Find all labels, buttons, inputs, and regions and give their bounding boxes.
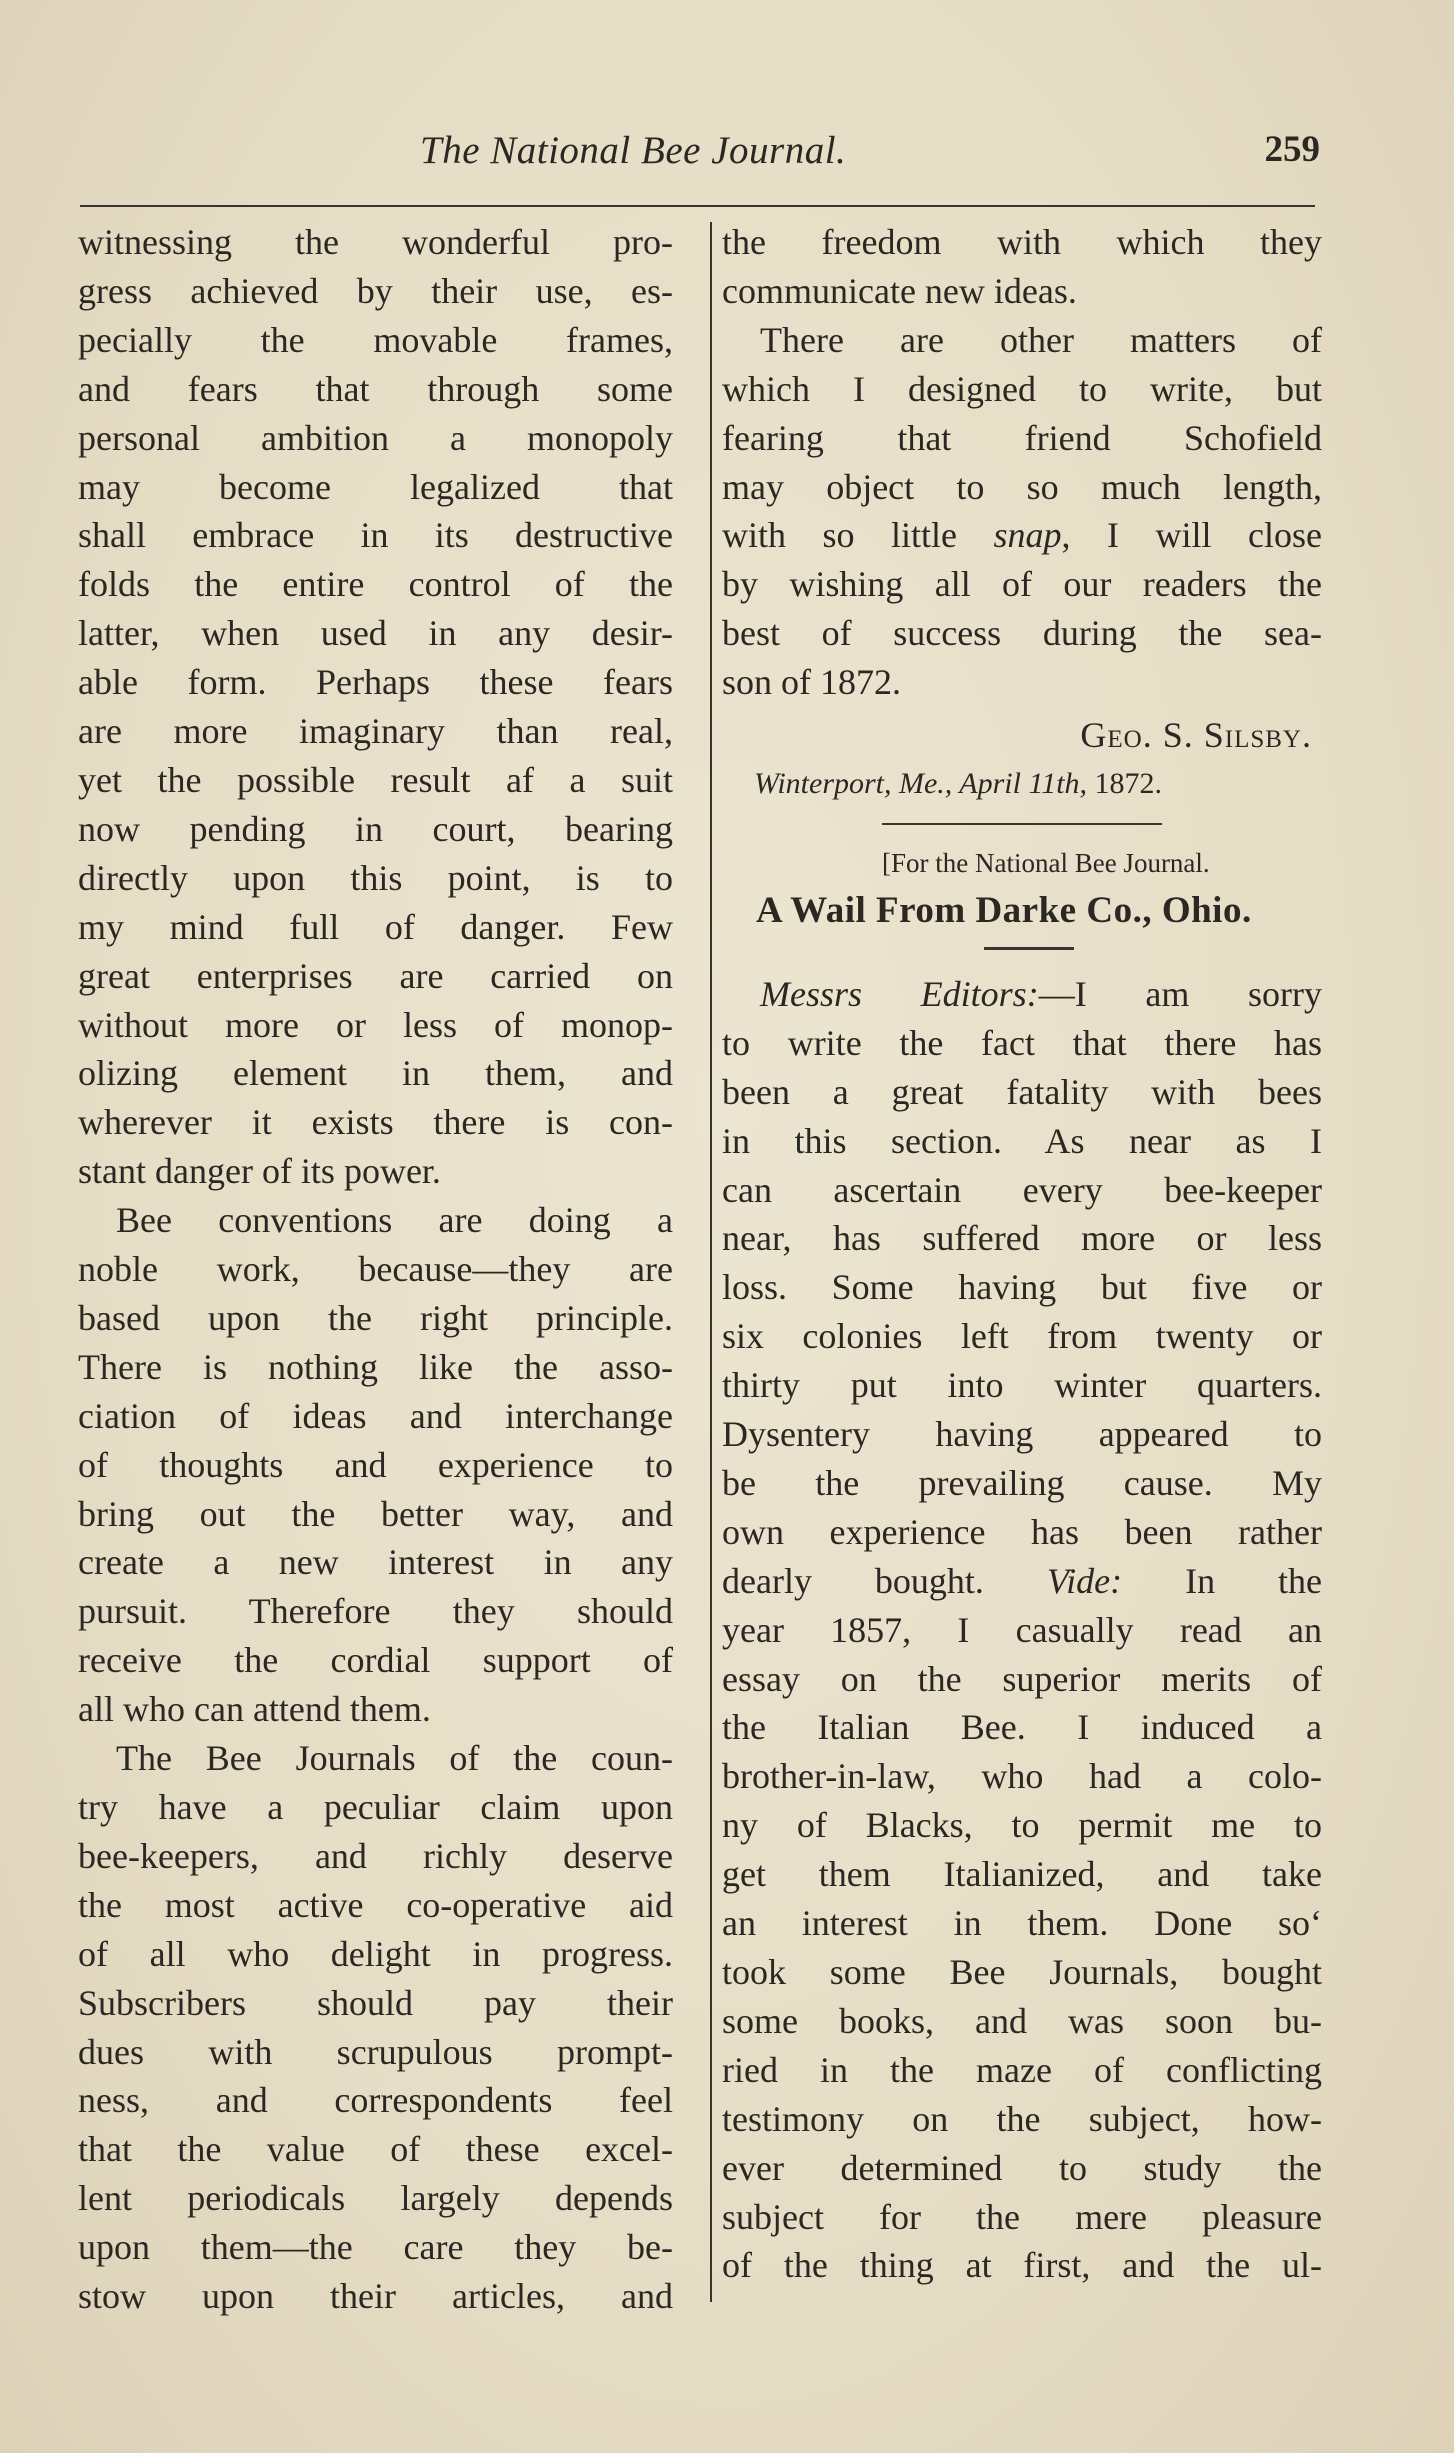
- text-line: the freedom with which they: [722, 222, 1322, 262]
- salutation: Messrs Editors:: [760, 973, 1039, 1014]
- text-line: great enterprises are carried on: [78, 955, 673, 996]
- page-header: [80, 128, 1320, 188]
- text-line: can ascertain every bee-keeper: [722, 1169, 1322, 1210]
- article-title: A Wail From Darke Co., Ohio.: [756, 889, 1252, 931]
- text-line: took some Bee Journals, bought: [722, 1952, 1322, 1992]
- title-rule: [984, 947, 1074, 950]
- text-line: bee-keepers, and richly deserve: [78, 1835, 673, 1876]
- text-line: receive the cordial support of: [78, 1640, 673, 1681]
- text-line: been a great fatality with bees: [722, 1071, 1322, 1112]
- text-line: ny of Blacks, to permit me to: [722, 1805, 1322, 1846]
- text-line: The Bee Journals of the coun-: [116, 1738, 673, 1779]
- right-column-body: [722, 1019, 1322, 1557]
- running-title: The National Bee Journal.: [420, 129, 847, 172]
- text-line: be the prevailing cause. My: [722, 1462, 1322, 1503]
- text-line: with so little snap, I will close: [722, 515, 1323, 556]
- text-line: create a new interest in any: [78, 1542, 673, 1583]
- text-line: Subscribers should pay their: [78, 1982, 673, 2023]
- text-line: witnessing the wonderful pro-: [78, 222, 673, 262]
- text-line: Bee conventions are doing a: [116, 1200, 673, 1241]
- text-line: There are other matters of: [760, 319, 1322, 360]
- text-line: essay on the superior merits of: [722, 1658, 1322, 1699]
- dateline: Winterport, Me., April 11th, 1872.: [754, 766, 1163, 800]
- text-line: ness, and correspondents feel: [78, 2080, 673, 2121]
- text-line: may become legalized that: [78, 466, 673, 507]
- text-line: all who can attend them.: [78, 1689, 431, 1730]
- header-rule: [80, 205, 1315, 207]
- text-line: directly upon this point, is to: [78, 857, 673, 898]
- text-line: thirty put into winter quarters.: [722, 1365, 1322, 1406]
- text-line: that the value of these excel-: [78, 2129, 673, 2170]
- text-line: bring out the better way, and: [78, 1493, 673, 1534]
- text-line: are more imaginary than real,: [78, 711, 673, 752]
- text-line: get them Italianized, and take: [722, 1854, 1322, 1895]
- text-line: wherever it exists there is con-: [78, 1102, 673, 1143]
- text-line: of all who delight in progress.: [78, 1933, 673, 1974]
- text-line: latter, when used in any desir-: [78, 613, 673, 654]
- text-line: of thoughts and experience to: [78, 1444, 673, 1485]
- text-line: noble work, because—they are: [78, 1249, 673, 1290]
- text-line: ried in the maze of conflicting: [722, 2049, 1322, 2090]
- text-line: near, has suffered more or less: [722, 1218, 1322, 1259]
- text-line: olizing element in them, and: [78, 1053, 673, 1094]
- text-line: try have a peculiar claim upon: [78, 1787, 673, 1827]
- right-column-top: [722, 218, 1322, 511]
- text-line: ever determined to study the: [722, 2147, 1322, 2188]
- text-line: communicate new ideas.: [722, 270, 1077, 311]
- salutation-line: Messrs Editors:—I am sorry: [760, 973, 1322, 1014]
- italic-word: Vide:: [1046, 1560, 1123, 1601]
- text-line: able form. Perhaps these fears: [78, 662, 673, 703]
- text-line: brother-in-law, who had a colo-: [722, 1756, 1322, 1797]
- text-line: and fears that through some: [78, 368, 673, 409]
- source-note: [For the National Bee Journal.: [882, 847, 1210, 878]
- text-line: Dysentery having appeared to: [722, 1414, 1322, 1455]
- text-line: testimony on the subject, how-: [722, 2098, 1322, 2139]
- text-line: without more or less of monop-: [78, 1004, 673, 1045]
- text-line: dearly bought. Vide: In the: [722, 1560, 1322, 1601]
- text-line: ciation of ideas and interchange: [78, 1395, 673, 1436]
- text-line: son of 1872.: [722, 662, 901, 703]
- text-line: an interest in them. Done so‘: [722, 1903, 1322, 1944]
- text-line: some books, and was soon bu-: [722, 2000, 1322, 2041]
- italic-word: snap: [993, 515, 1062, 556]
- text-line: stant danger of its power.: [78, 1151, 441, 1192]
- text-line: upon them—the care they be-: [78, 2227, 673, 2268]
- text-line: lent periodicals largely depends: [78, 2178, 673, 2219]
- text-line: to write the fact that there has: [722, 1022, 1322, 1063]
- page-number: 259: [1264, 129, 1320, 170]
- text-line: now pending in court, bearing: [78, 808, 673, 849]
- text-line: of the thing at first, and the ul-: [722, 2245, 1322, 2286]
- right-column-mid: [722, 560, 1322, 707]
- text-line: gress achieved by their use, es-: [78, 270, 673, 311]
- text-line: shall embrace in its destructive: [78, 515, 673, 556]
- text-line: pursuit. Therefore they should: [78, 1591, 673, 1632]
- right-column-end: [722, 1606, 1322, 2291]
- section-rule: [882, 823, 1162, 825]
- text-line: yet the possible result af a suit: [78, 759, 673, 800]
- text-line: There is nothing like the asso-: [78, 1346, 673, 1387]
- text-line: own experience has been rather: [722, 1511, 1322, 1552]
- text-line: folds the entire control of the: [78, 564, 673, 605]
- column-divider: [710, 222, 712, 2302]
- text-line: fearing that friend Schofield: [722, 417, 1322, 458]
- text-line: may object to so much length,: [722, 466, 1322, 507]
- text-line: six colonies left from twenty or: [722, 1316, 1322, 1357]
- left-column: [78, 218, 673, 2321]
- text-line: based upon the right principle.: [78, 1297, 673, 1338]
- signature: Geo. S. Silsby.: [1080, 715, 1312, 756]
- right-column: [722, 218, 1322, 2290]
- text-line: year 1857, I casually read an: [722, 1609, 1322, 1650]
- text-line: best of success during the sea-: [722, 613, 1322, 654]
- text-line: loss. Some having but five or: [722, 1267, 1322, 1308]
- text-line: by wishing all of our readers the: [722, 564, 1322, 605]
- text-line: stow upon their articles, and: [78, 2276, 673, 2317]
- text-line: dues with scrupulous prompt-: [78, 2031, 673, 2072]
- text-line: which I designed to write, but: [722, 368, 1322, 409]
- text-line: personal ambition a monopoly: [78, 417, 673, 458]
- text-line: the Italian Bee. I induced a: [722, 1707, 1322, 1748]
- text-line: my mind full of danger. Few: [78, 906, 673, 947]
- text-line: the most active co-operative aid: [78, 1884, 673, 1925]
- text-line: subject for the mere pleasure: [722, 2196, 1322, 2237]
- text-line: pecially the movable frames,: [78, 319, 673, 360]
- text-line: in this section. As near as I: [722, 1120, 1322, 1161]
